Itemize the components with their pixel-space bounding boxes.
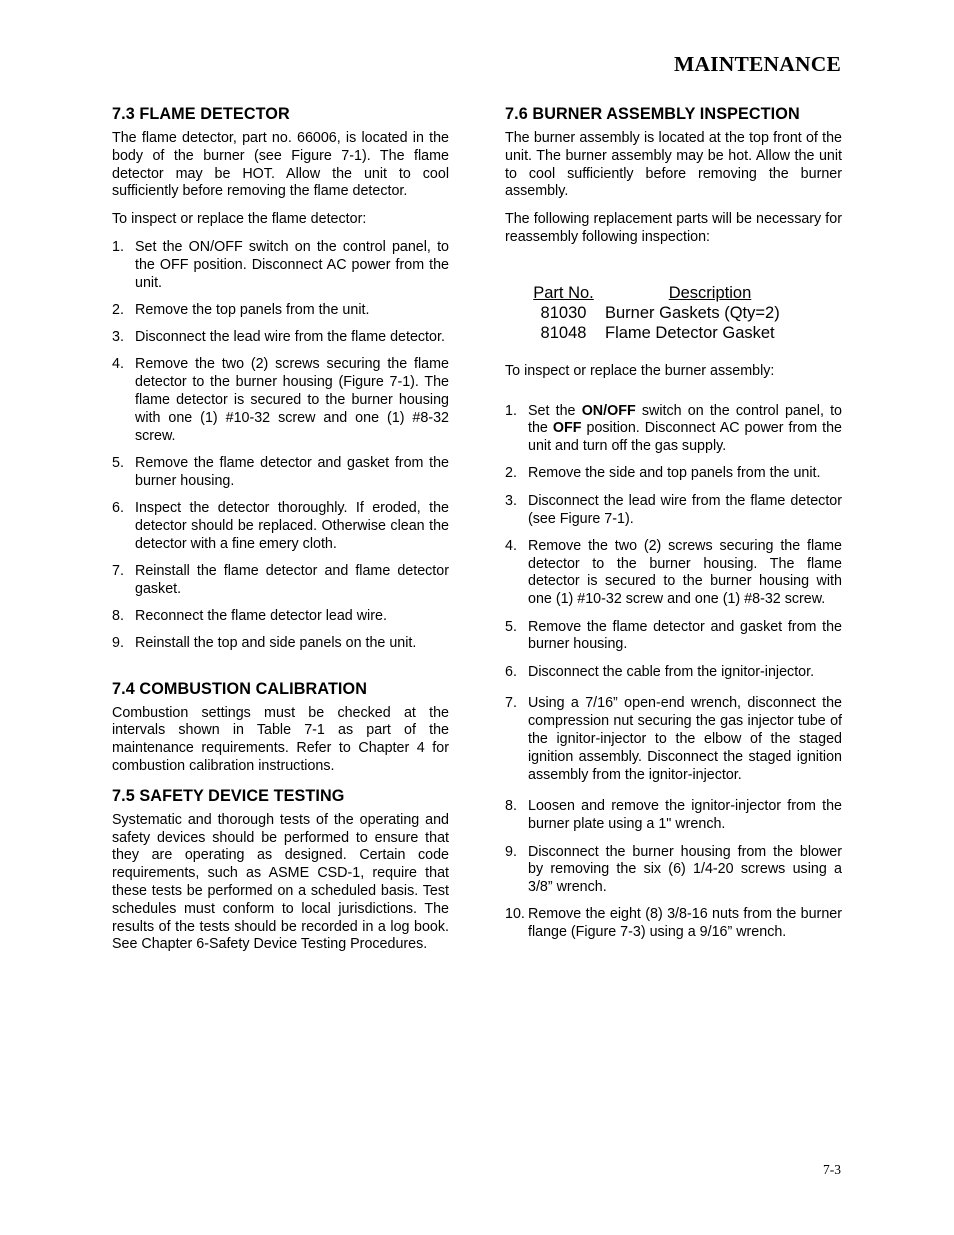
section-7-3-heading: 7.3 FLAME DETECTOR <box>112 105 290 123</box>
section-7-3-lead: To inspect or replace the flame detector: <box>112 211 367 228</box>
list-item: 7. Using a 7/16” open-end wrench, disconnect the compression nut securing the gas injector tube of the ignitor-injector to the elbow of the staged ignition assembly. Disconnect the staged ignition assembly from the ignitor-injector. <box>505 695 842 783</box>
parts-col-header-partno: Part No. <box>533 283 594 302</box>
section-7-4-heading: 7.4 COMBUSTION CALIBRATION <box>112 679 368 698</box>
list-item: 1. Set the ON/OFF switch on the control panel, to the OFF position. Disconnect AC power from the unit. <box>112 238 449 291</box>
list-item: 3. Disconnect the lead wire from the flame detector. <box>112 329 445 346</box>
list-item: 6. Inspect the detector thoroughly. If eroded, the detector should be replaced. Otherwise clean the detector with a fine emery cloth. <box>112 500 449 552</box>
section-7-5-heading: 7.5 SAFETY DEVICE TESTING <box>112 786 345 805</box>
list-item: 8. Loosen and remove the ignitor-injector from the burner plate using a 1" wrench. <box>505 798 842 833</box>
section-7-6-heading: 7.6 BURNER ASSEMBLY INSPECTION <box>505 105 800 123</box>
section-7-3-steps <box>112 239 449 653</box>
list-item: 3. Disconnect the lead wire from the flame detector (see Figure 7-1). <box>505 492 842 527</box>
list-item: 8. Reconnect the flame detector lead wire. <box>112 608 387 625</box>
list-item: 6. Disconnect the cable from the ignitor-injector. <box>505 663 815 680</box>
list-item: 2. Remove the top panels from the unit. <box>112 301 370 318</box>
list-item: 10. Remove the eight (8) 3/8-16 nuts from the burner flange (Figure 7-3) using a 9/16” wrench. <box>505 906 842 941</box>
list-item: 5. Remove the flame detector and gasket from the burner housing. <box>505 618 842 653</box>
page-number: 7-3 <box>823 1162 841 1177</box>
list-item: 4. Remove the two (2) screws securing the flame detector to the burner housing (Figure 7-1). The flame detector is secured to the burner housing with one (1) #10-32 screw and one (1) #8-32 screw. <box>112 356 449 444</box>
list-item: 7. Reinstall the flame detector and flame detector gasket. <box>112 562 449 597</box>
table-row <box>522 303 842 323</box>
parts-cell: 81030 <box>540 303 587 322</box>
section-7-6-parts-intro: The following replacement parts will be necessary for reassembly following inspection: <box>505 211 842 245</box>
parts-col-header-description: Description <box>668 283 752 302</box>
section-7-6-steps <box>505 403 842 942</box>
section-7-6-intro: The burner assembly is located at the top front of the unit. The burner assembly may be hot. Allow the unit to cool sufficiently before removing the burner assembly. <box>505 130 842 200</box>
left-column <box>112 104 449 964</box>
section-7-3-intro: The flame detector, part no. 66006, is located in the body of the burner (see Figure 7-1). The flame detector may be HOT. Allow the unit to cool sufficiently before removing the flame detector. <box>112 130 449 200</box>
parts-table-header <box>522 283 842 303</box>
right-column <box>505 104 842 952</box>
section-7-6-lead: To inspect or replace the burner assembly: <box>505 362 775 379</box>
list-item: 2. Remove the side and top panels from the unit. <box>505 465 821 482</box>
table-row <box>522 323 842 343</box>
list-item: 1. Set the ON/OFF switch on the control panel, to the OFF position. Disconnect AC power from the unit and turn off the gas supply. <box>505 402 843 455</box>
parts-table <box>522 283 842 343</box>
list-item: 5. Remove the flame detector and gasket from the burner housing. <box>112 454 449 489</box>
section-7-4-text: Combustion settings must be checked at the intervals shown in Table 7-1 as part of the maintenance requirements. Refer to Chapter 4 for combustion calibration instructions. <box>112 704 449 775</box>
parts-cell: 81048 <box>540 323 587 342</box>
parts-cell: Burner Gaskets (Qty=2) <box>605 303 780 322</box>
list-item: 9. Reinstall the top and side panels on the unit. <box>112 635 417 652</box>
list-item: 4. Remove the two (2) screws securing the flame detector to the burner housing. The flame detector is secured to the burner housing with one (1) #10-32 screw and one (1) #8-32 screw. <box>505 537 842 608</box>
page-header-title: MAINTENANCE <box>673 52 841 76</box>
section-7-5-text: Systematic and thorough tests of the operating and safety devices should be performed to ensure that they are operating as designed. Certain code requirements, such as ASME CSD-1, require that these tests be performed on a scheduled basis. Test schedules must conform to local jurisdictions. The results of the tests should be recorded in a log book. See Chapter 6-Safety Device Testing Procedures. <box>112 811 449 953</box>
parts-cell: Flame Detector Gasket <box>605 323 775 342</box>
list-item: 9. Disconnect the burner housing from the blower by removing the six (6) 1/4-20 screws using a 3/8” wrench. <box>505 843 842 896</box>
